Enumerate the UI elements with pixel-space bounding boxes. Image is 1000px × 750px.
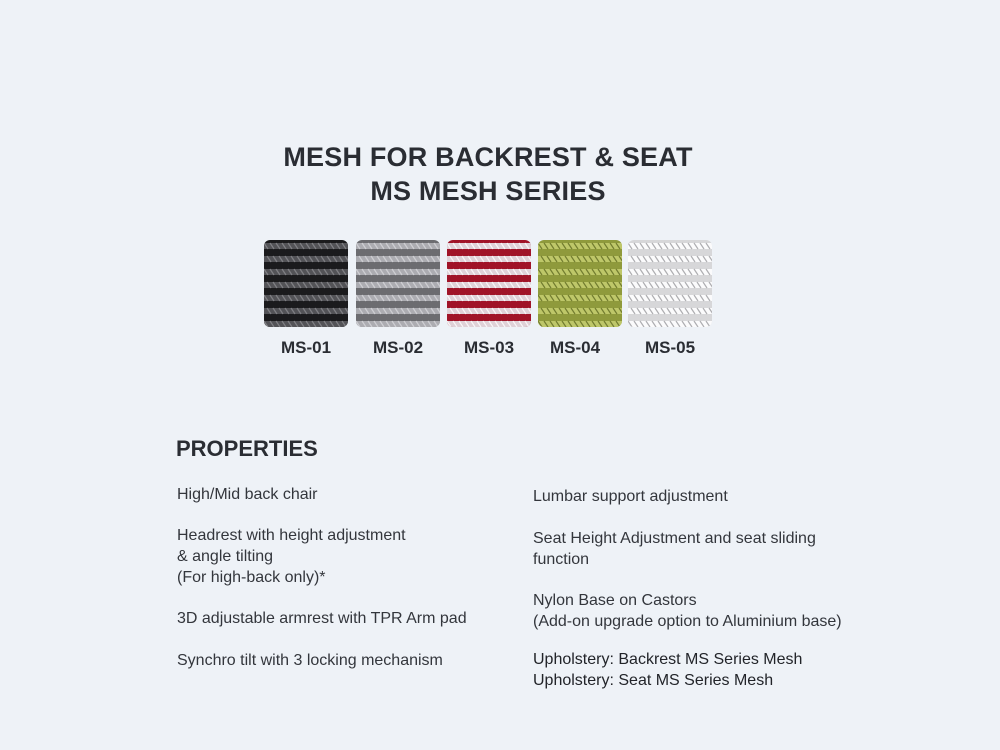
swatch-label-ms-01: MS-01 xyxy=(280,338,332,357)
property-line: (Add-on upgrade option to Aluminium base) xyxy=(533,613,842,630)
property-line: Seat Height Adjustment and seat sliding xyxy=(533,530,816,547)
property-right-1 xyxy=(533,486,728,507)
mesh-texture xyxy=(628,240,712,327)
swatch-label-ms-02: MS-02 xyxy=(372,338,424,357)
property-line: (For high-back only)* xyxy=(177,569,326,586)
property-line: Lumbar support adjustment xyxy=(533,488,728,505)
property-line: Upholstery: Seat MS Series Mesh xyxy=(533,672,774,689)
mesh-texture xyxy=(356,240,440,327)
property-left-3 xyxy=(177,608,467,629)
swatch-label-ms-03: MS-03 xyxy=(463,338,515,357)
swatch-ms-05 xyxy=(628,240,712,327)
title-line-1: MESH FOR BACKREST & SEAT xyxy=(283,142,693,172)
property-line: Synchro tilt with 3 locking mechanism xyxy=(177,652,443,669)
property-right-3 xyxy=(533,590,842,632)
property-line: Headrest with height adjustment xyxy=(177,527,406,544)
swatch-label-ms-05: MS-05 xyxy=(644,338,696,357)
property-right-4 xyxy=(533,649,802,691)
swatch-ms-02 xyxy=(356,240,440,327)
title-line-2: MS MESH SERIES xyxy=(370,176,606,206)
property-left-2 xyxy=(177,525,406,588)
swatch-label-ms-04: MS-04 xyxy=(549,338,601,357)
mesh-texture xyxy=(447,240,531,327)
property-line: & angle tilting xyxy=(177,548,274,565)
property-left-4 xyxy=(177,650,443,671)
mesh-texture xyxy=(538,240,622,327)
swatch-ms-04 xyxy=(538,240,622,327)
mesh-texture xyxy=(264,240,348,327)
property-line: Nylon Base on Castors xyxy=(533,592,697,609)
property-line: function xyxy=(533,551,590,568)
property-right-2 xyxy=(533,528,816,570)
property-line: 3D adjustable armrest with TPR Arm pad xyxy=(177,610,467,627)
property-line: High/Mid back chair xyxy=(177,486,318,503)
property-left-1 xyxy=(177,484,318,505)
properties-heading: PROPERTIES xyxy=(176,436,318,461)
swatch-ms-01 xyxy=(264,240,348,327)
swatch-ms-03 xyxy=(447,240,531,327)
property-line: Upholstery: Backrest MS Series Mesh xyxy=(533,651,803,668)
